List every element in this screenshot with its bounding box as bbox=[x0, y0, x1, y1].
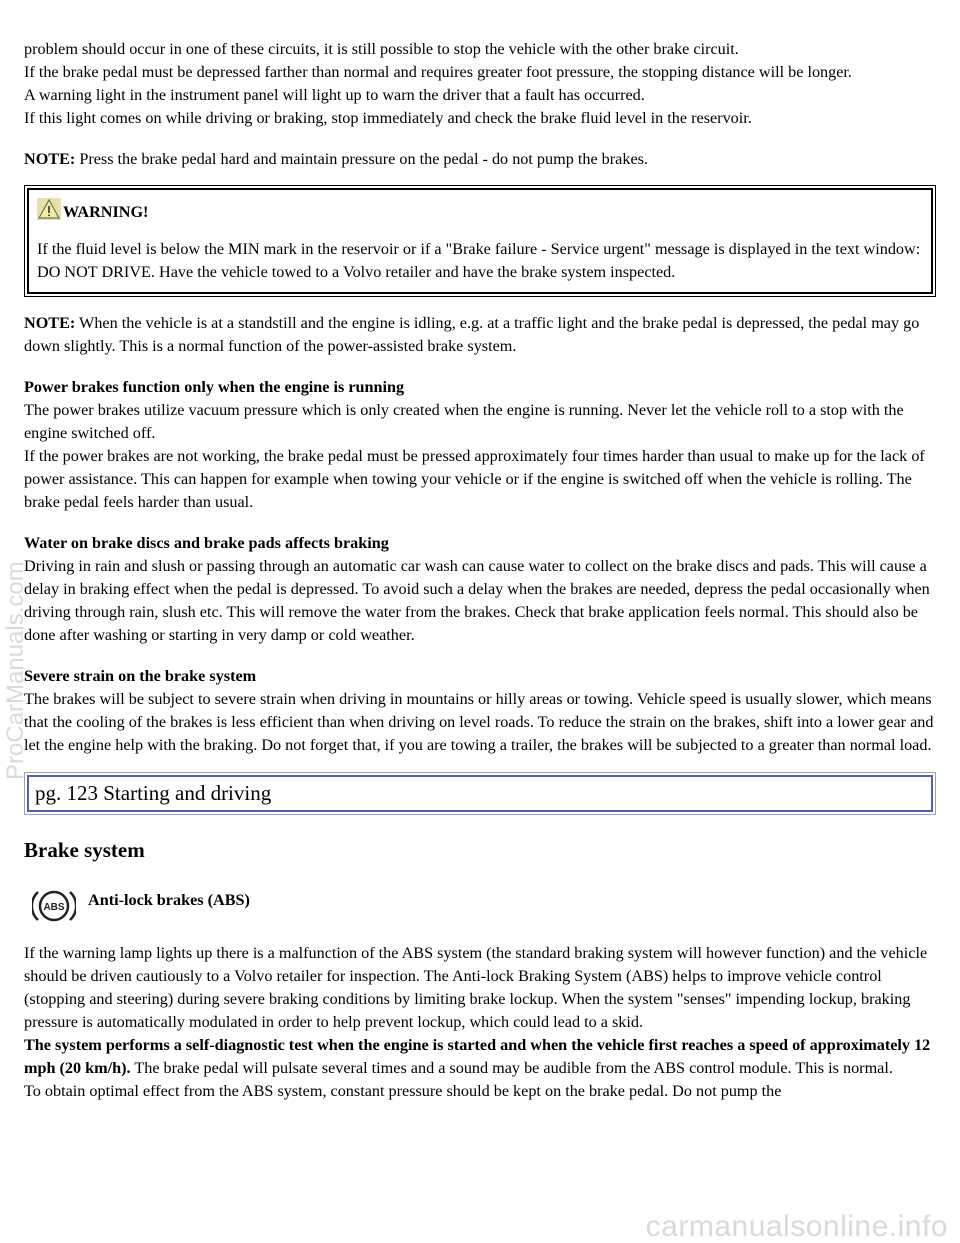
power-brakes-heading: Power brakes function only when the engine is running bbox=[24, 378, 405, 396]
abs-title: Anti-lock brakes (ABS) bbox=[88, 890, 250, 909]
bottom-watermark: carmanualsonline.info bbox=[645, 1210, 948, 1243]
warning-box bbox=[27, 188, 933, 294]
warning-title-row bbox=[37, 201, 923, 224]
intro-line-3: A warning light in the instrument panel will light up to warn the driver that a fault has occurred. bbox=[24, 86, 645, 104]
note-standstill bbox=[24, 312, 936, 358]
water-heading: Water on brake discs and brake pads affects braking bbox=[24, 534, 389, 552]
intro-line-4: If this light comes on while driving or braking, stop immediately and check the brake fluid level in the reservoir. bbox=[24, 109, 752, 127]
water-text: Driving in rain and slush or passing through an automatic car wash can cause water to collect on the brake discs and pads. This will cause a delay in braking effect when the pedal is depressed. To avoid such a delay when the brakes are needed, depress the pedal occasionally when driving through rain, slush etc. This will remove the water from the brakes. Check that brake application feels normal. This should also be done after washing or starting in very damp or cold weather. bbox=[24, 557, 930, 644]
abs-warning-icon bbox=[32, 884, 76, 928]
strain-heading: Severe strain on the brake system bbox=[24, 667, 257, 685]
note-text: Press the brake pedal hard and maintain pressure on the pedal - do not pump the brakes. bbox=[75, 150, 648, 168]
manual-page bbox=[24, 38, 936, 1103]
abs-para-1: If the warning lamp lights up there is a malfunction of the ABS system (the standard braking system will however function) and the vehicle should be driven cautiously to a Volvo retailer for inspection. The Anti-lock Braking System (ABS) helps to improve vehicle control (stopping and steering) during severe braking conditions by limiting brake lockup. When the system "senses" impending lockup, braking pressure is automatically modulated in order to help prevent lockup, which could lead to a skid. bbox=[24, 944, 928, 1031]
section-bar: pg. 123 Starting and driving bbox=[27, 775, 933, 812]
warning-title: WARNING! bbox=[63, 203, 149, 221]
power-brakes-para-1: The power brakes utilize vacuum pressure which is only created when the engine is running. Never let the vehicle roll to a stop with the engine switched off. bbox=[24, 401, 904, 442]
strain-text: The brakes will be subject to severe strain when driving in mountains or hilly areas or towing. Vehicle speed is usually slower, which means that the cooling of the brakes is less efficient than when driving on level roads. To reduce the strain on the brakes, shift into a lower gear and let the engine help with the braking. Do not forget that, if you are towing a trailer, the brakes will be subjected to a greater than normal load. bbox=[24, 690, 934, 754]
intro-line-2: If the brake pedal must be depressed farther than normal and requires greater foot pressure, the stopping distance will be longer. bbox=[24, 63, 852, 81]
abs-para-2-rest: The brake pedal will pulsate several times and a sound may be audible from the ABS control module. This is normal. bbox=[130, 1059, 893, 1077]
abs-para-3: To obtain optimal effect from the ABS system, constant pressure should be kept on the brake pedal. Do not pump the bbox=[24, 1082, 782, 1100]
note-pump bbox=[24, 148, 936, 171]
warning-text: If the fluid level is below the MIN mark in the reservoir or if a "Brake failure - Service urgent" message is displayed in the text window: DO NOT DRIVE. Have the vehicle towed to a Volvo retailer and have the brake system inspected. bbox=[37, 240, 921, 281]
intro-line-1: problem should occur in one of these circuits, it is still possible to stop the vehicle with the other brake circuit. bbox=[24, 40, 739, 58]
abs-para-2 bbox=[24, 1034, 936, 1080]
note-label: NOTE: bbox=[24, 150, 76, 168]
side-watermark: ProCarManuals.com bbox=[2, 561, 29, 780]
abs-heading-row bbox=[24, 884, 936, 928]
note-label: NOTE: bbox=[24, 314, 76, 332]
abs-para-2-bold: The system performs a self-diagnostic test when the engine is started and when the vehicle first reaches a speed of approximately 12 mph (20 km/h). bbox=[24, 1036, 931, 1077]
power-brakes-para-2: If the power brakes are not working, the brake pedal must be pressed approximately four times harder than usual to make up for the lack of power assistance. This can happen for example when towing your vehicle or if the engine is switched off when the vehicle is rolling. The brake pedal feels harder than usual. bbox=[24, 447, 925, 511]
warning-triangle-icon bbox=[37, 198, 61, 220]
page-title: Brake system bbox=[24, 838, 145, 862]
abs-icon-label: ABS bbox=[43, 902, 65, 913]
note-text: When the vehicle is at a standstill and the engine is idling, e.g. at a traffic light and the brake pedal is depressed, the pedal may go down slightly. This is a normal function of the power-assisted brake system. bbox=[24, 314, 920, 355]
